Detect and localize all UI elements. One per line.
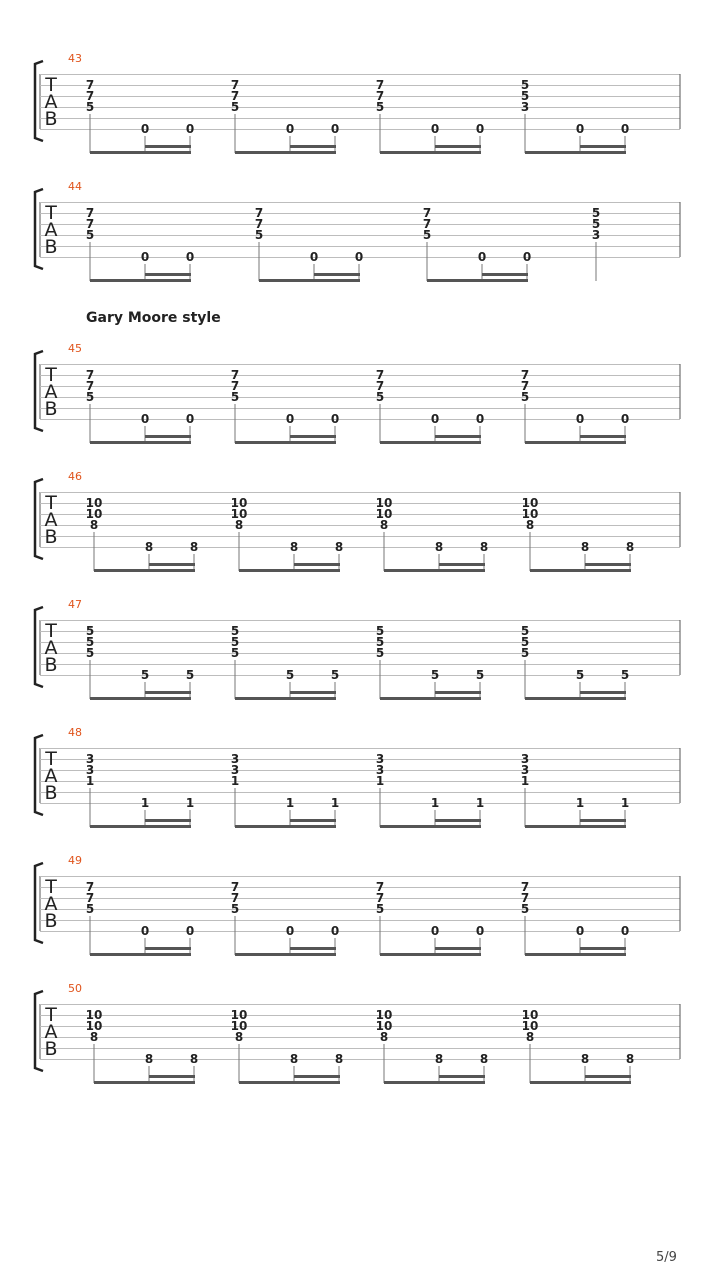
fret-number: 0	[140, 122, 150, 136]
fret-number: 0	[185, 250, 195, 264]
primary-beam	[384, 1081, 485, 1084]
fret-number: 7	[375, 880, 385, 894]
fret-number: 0	[309, 250, 319, 264]
fret-number: 8	[580, 540, 590, 554]
primary-beam	[90, 825, 191, 828]
primary-beam	[525, 151, 626, 154]
fret-number: 5	[591, 217, 601, 231]
fret-number: 5	[375, 635, 385, 649]
fret-number: 5	[375, 902, 385, 916]
tab-clef-letter: T	[45, 876, 57, 898]
section-title: Gary Moore style	[86, 310, 221, 326]
primary-beam	[525, 441, 626, 444]
tab-clef-letter: T	[45, 74, 57, 96]
fret-number: 8	[479, 1052, 489, 1066]
fret-number: 3	[591, 228, 601, 242]
fret-number: 0	[285, 924, 295, 938]
fret-number: 8	[379, 1030, 389, 1044]
fret-number: 5	[375, 624, 385, 638]
tab-clef-letter: A	[44, 637, 58, 659]
primary-beam	[94, 1081, 195, 1084]
fret-number: 5	[520, 902, 530, 916]
fret-number: 8	[434, 540, 444, 554]
secondary-beam	[145, 273, 191, 276]
secondary-beam	[580, 145, 626, 148]
fret-number: 10	[521, 496, 539, 510]
fret-number: 5	[520, 624, 530, 638]
fret-number: 3	[230, 752, 240, 766]
fret-number: 10	[375, 1019, 393, 1033]
fret-number: 5	[140, 668, 150, 682]
fret-number: 8	[334, 1052, 344, 1066]
fret-number: 0	[430, 122, 440, 136]
secondary-beam	[145, 145, 191, 148]
fret-number: 8	[144, 540, 154, 554]
fret-number: 8	[625, 540, 635, 554]
fret-number: 7	[230, 880, 240, 894]
measure-number: 43	[68, 52, 82, 65]
fret-number: 5	[85, 390, 95, 404]
fret-number: 8	[234, 1030, 244, 1044]
measure-number: 45	[68, 342, 82, 355]
secondary-beam	[145, 947, 191, 950]
fret-number: 7	[230, 89, 240, 103]
fret-number: 7	[520, 379, 530, 393]
secondary-beam	[290, 145, 336, 148]
tab-clef-letter: A	[44, 91, 58, 113]
tab-clef-letter: T	[45, 492, 57, 514]
primary-beam	[384, 569, 485, 572]
tab-clef-letter: A	[44, 381, 58, 403]
fret-number: 10	[230, 1019, 248, 1033]
fret-number: 7	[85, 217, 95, 231]
secondary-beam	[145, 819, 191, 822]
fret-number: 1	[430, 796, 440, 810]
fret-number: 7	[85, 89, 95, 103]
fret-number: 3	[375, 752, 385, 766]
fret-number: 0	[620, 122, 630, 136]
primary-beam	[90, 151, 191, 154]
primary-beam	[235, 825, 336, 828]
fret-number: 1	[330, 796, 340, 810]
fret-number: 8	[144, 1052, 154, 1066]
fret-number: 0	[477, 250, 487, 264]
fret-number: 8	[434, 1052, 444, 1066]
fret-number: 10	[521, 507, 539, 521]
fret-number: 1	[140, 796, 150, 810]
fret-number: 10	[85, 496, 103, 510]
tab-clef-letter: B	[44, 910, 58, 932]
fret-number: 0	[285, 412, 295, 426]
tab-clef-letter: B	[44, 782, 58, 804]
fret-number: 0	[330, 924, 340, 938]
fret-number: 0	[475, 924, 485, 938]
tab-clef-letter: A	[44, 219, 58, 241]
fret-number: 3	[375, 763, 385, 777]
fret-number: 5	[430, 668, 440, 682]
fret-number: 0	[285, 122, 295, 136]
tab-system-48	[0, 718, 720, 828]
fret-number: 5	[330, 668, 340, 682]
fret-number: 10	[230, 1008, 248, 1022]
fret-number: 8	[334, 540, 344, 554]
tab-clef-letter: B	[44, 654, 58, 676]
fret-number: 3	[85, 763, 95, 777]
fret-number: 0	[185, 122, 195, 136]
fret-number: 1	[375, 774, 385, 788]
fret-number: 8	[479, 540, 489, 554]
fret-number: 7	[85, 368, 95, 382]
secondary-beam	[294, 1075, 340, 1078]
fret-number: 7	[230, 379, 240, 393]
measure-number: 46	[68, 470, 82, 483]
fret-number: 8	[89, 518, 99, 532]
secondary-beam	[435, 819, 481, 822]
fret-number: 7	[375, 78, 385, 92]
fret-number: 10	[85, 1019, 103, 1033]
fret-number: 5	[575, 668, 585, 682]
fret-number: 7	[230, 78, 240, 92]
fret-number: 0	[140, 412, 150, 426]
fret-number: 7	[85, 891, 95, 905]
fret-number: 5	[520, 78, 530, 92]
fret-number: 5	[520, 635, 530, 649]
tab-system-46	[0, 462, 720, 572]
secondary-beam	[439, 1075, 485, 1078]
measure-number: 48	[68, 726, 82, 739]
fret-number: 1	[620, 796, 630, 810]
fret-number: 10	[521, 1019, 539, 1033]
fret-number: 8	[625, 1052, 635, 1066]
primary-beam	[90, 697, 191, 700]
fret-number: 5	[230, 100, 240, 114]
fret-number: 3	[520, 763, 530, 777]
fret-number: 10	[375, 496, 393, 510]
fret-number: 0	[330, 412, 340, 426]
fret-number: 5	[185, 668, 195, 682]
fret-number: 3	[85, 752, 95, 766]
primary-beam	[90, 953, 191, 956]
fret-number: 0	[475, 122, 485, 136]
fret-number: 8	[580, 1052, 590, 1066]
fret-number: 0	[140, 250, 150, 264]
tab-clef-letter: T	[45, 202, 57, 224]
secondary-beam	[580, 435, 626, 438]
fret-number: 5	[375, 646, 385, 660]
primary-beam	[239, 569, 340, 572]
tab-clef-letter: B	[44, 526, 58, 548]
tab-system-43	[0, 44, 720, 154]
tab-clef-letter: A	[44, 509, 58, 531]
fret-number: 1	[575, 796, 585, 810]
primary-beam	[530, 569, 631, 572]
secondary-beam	[290, 947, 336, 950]
fret-number: 7	[375, 891, 385, 905]
fret-number: 0	[430, 924, 440, 938]
fret-number: 5	[422, 228, 432, 242]
fret-number: 7	[254, 206, 264, 220]
fret-number: 7	[85, 206, 95, 220]
fret-number: 3	[520, 752, 530, 766]
fret-number: 5	[520, 89, 530, 103]
primary-beam	[235, 697, 336, 700]
tab-system-49	[0, 846, 720, 956]
fret-number: 5	[375, 100, 385, 114]
primary-beam	[380, 151, 481, 154]
tab-clef-letter: A	[44, 1021, 58, 1043]
primary-beam	[525, 825, 626, 828]
page-number: 5/9	[656, 1250, 677, 1265]
primary-beam	[235, 441, 336, 444]
fret-number: 7	[85, 880, 95, 894]
secondary-beam	[439, 563, 485, 566]
fret-number: 8	[289, 540, 299, 554]
fret-number: 8	[189, 540, 199, 554]
tab-clef-letter: B	[44, 1038, 58, 1060]
fret-number: 0	[185, 412, 195, 426]
fret-number: 7	[230, 891, 240, 905]
fret-number: 8	[525, 1030, 535, 1044]
measure-number: 50	[68, 982, 82, 995]
secondary-beam	[435, 691, 481, 694]
fret-number: 0	[575, 924, 585, 938]
measure-number: 49	[68, 854, 82, 867]
fret-number: 5	[254, 228, 264, 242]
fret-number: 0	[140, 924, 150, 938]
fret-number: 5	[85, 646, 95, 660]
fret-number: 3	[520, 100, 530, 114]
fret-number: 10	[85, 1008, 103, 1022]
measure-number: 44	[68, 180, 82, 193]
fret-number: 3	[230, 763, 240, 777]
fret-number: 7	[422, 206, 432, 220]
tab-clef-letter: T	[45, 1004, 57, 1026]
fret-number: 0	[430, 412, 440, 426]
fret-number: 5	[230, 646, 240, 660]
fret-number: 5	[591, 206, 601, 220]
secondary-beam	[580, 947, 626, 950]
primary-beam	[380, 953, 481, 956]
primary-beam	[90, 279, 191, 282]
secondary-beam	[290, 819, 336, 822]
fret-number: 5	[475, 668, 485, 682]
fret-number: 1	[520, 774, 530, 788]
primary-beam	[94, 569, 195, 572]
fret-number: 0	[475, 412, 485, 426]
tab-system-45	[0, 334, 720, 444]
fret-number: 7	[520, 368, 530, 382]
primary-beam	[525, 697, 626, 700]
fret-number: 8	[189, 1052, 199, 1066]
tab-clef-letter: A	[44, 765, 58, 787]
secondary-beam	[294, 563, 340, 566]
fret-number: 8	[289, 1052, 299, 1066]
primary-beam	[380, 441, 481, 444]
fret-number: 5	[375, 390, 385, 404]
fret-number: 0	[620, 412, 630, 426]
secondary-beam	[585, 1075, 631, 1078]
primary-beam	[427, 279, 528, 282]
fret-number: 7	[85, 78, 95, 92]
fret-number: 10	[375, 1008, 393, 1022]
primary-beam	[259, 279, 360, 282]
fret-number: 5	[85, 902, 95, 916]
primary-beam	[380, 697, 481, 700]
secondary-beam	[482, 273, 528, 276]
fret-number: 7	[422, 217, 432, 231]
fret-number: 5	[520, 646, 530, 660]
fret-number: 0	[620, 924, 630, 938]
measure-number: 47	[68, 598, 82, 611]
fret-number: 7	[254, 217, 264, 231]
fret-number: 10	[521, 1008, 539, 1022]
fret-number: 8	[89, 1030, 99, 1044]
fret-number: 5	[85, 100, 95, 114]
fret-number: 1	[285, 796, 295, 810]
fret-number: 5	[85, 635, 95, 649]
fret-number: 7	[375, 368, 385, 382]
primary-beam	[530, 1081, 631, 1084]
fret-number: 0	[330, 122, 340, 136]
secondary-beam	[145, 691, 191, 694]
secondary-beam	[435, 947, 481, 950]
primary-beam	[380, 825, 481, 828]
tab-clef-letter: B	[44, 236, 58, 258]
fret-number: 10	[85, 507, 103, 521]
fret-number: 5	[620, 668, 630, 682]
secondary-beam	[314, 273, 360, 276]
fret-number: 8	[379, 518, 389, 532]
fret-number: 5	[85, 624, 95, 638]
fret-number: 5	[230, 390, 240, 404]
fret-number: 0	[354, 250, 364, 264]
primary-beam	[235, 953, 336, 956]
tab-clef-letter: B	[44, 108, 58, 130]
fret-number: 7	[85, 379, 95, 393]
secondary-beam	[580, 819, 626, 822]
fret-number: 1	[230, 774, 240, 788]
fret-number: 7	[230, 368, 240, 382]
fret-number: 5	[230, 902, 240, 916]
fret-number: 10	[230, 496, 248, 510]
fret-number: 1	[85, 774, 95, 788]
secondary-beam	[290, 435, 336, 438]
secondary-beam	[290, 691, 336, 694]
primary-beam	[239, 1081, 340, 1084]
tab-clef-letter: A	[44, 893, 58, 915]
fret-number: 5	[285, 668, 295, 682]
secondary-beam	[580, 691, 626, 694]
tab-clef-letter: T	[45, 364, 57, 386]
fret-number: 7	[520, 891, 530, 905]
secondary-beam	[149, 563, 195, 566]
fret-number: 10	[375, 507, 393, 521]
fret-number: 5	[85, 228, 95, 242]
fret-number: 1	[475, 796, 485, 810]
fret-number: 0	[575, 122, 585, 136]
secondary-beam	[435, 435, 481, 438]
primary-beam	[235, 151, 336, 154]
fret-number: 7	[520, 880, 530, 894]
primary-beam	[90, 441, 191, 444]
fret-number: 0	[522, 250, 532, 264]
tab-clef-letter: T	[45, 748, 57, 770]
tab-clef-letter: T	[45, 620, 57, 642]
fret-number: 0	[185, 924, 195, 938]
secondary-beam	[149, 1075, 195, 1078]
secondary-beam	[145, 435, 191, 438]
tab-system-47	[0, 590, 720, 700]
fret-number: 8	[525, 518, 535, 532]
tab-clef-letter: B	[44, 398, 58, 420]
tab-system-44	[0, 172, 720, 282]
fret-number: 8	[234, 518, 244, 532]
fret-number: 7	[375, 379, 385, 393]
fret-number: 5	[230, 624, 240, 638]
fret-number: 7	[375, 89, 385, 103]
fret-number: 1	[185, 796, 195, 810]
primary-beam	[525, 953, 626, 956]
fret-number: 0	[575, 412, 585, 426]
secondary-beam	[435, 145, 481, 148]
secondary-beam	[585, 563, 631, 566]
fret-number: 10	[230, 507, 248, 521]
fret-number: 5	[230, 635, 240, 649]
fret-number: 5	[520, 390, 530, 404]
tab-system-50	[0, 974, 720, 1084]
